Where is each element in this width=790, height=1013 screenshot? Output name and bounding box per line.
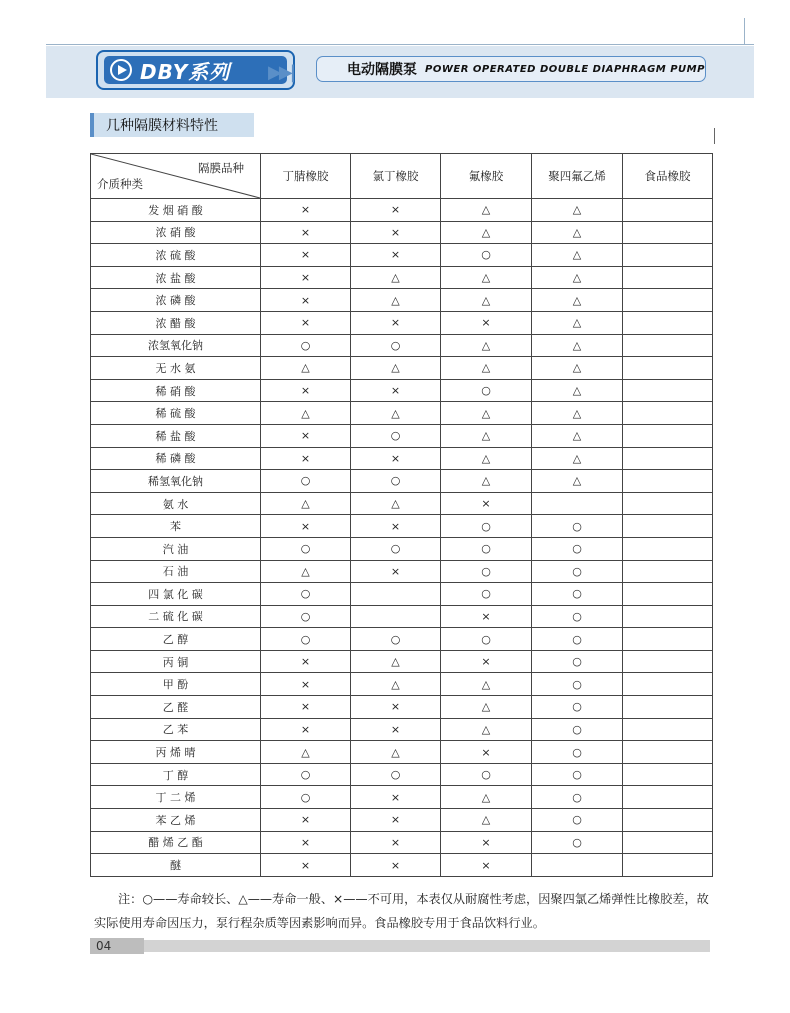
rating-cell: ○ bbox=[261, 334, 351, 357]
table-row bbox=[91, 357, 713, 380]
table-row bbox=[91, 605, 713, 628]
rating-cell: × bbox=[261, 673, 351, 696]
medium-cell: 稀 硫 酸 bbox=[91, 402, 261, 425]
rating-cell: × bbox=[351, 221, 441, 244]
table-row bbox=[91, 470, 713, 493]
rating-cell: △ bbox=[261, 741, 351, 764]
rating-cell: ○ bbox=[351, 763, 441, 786]
footnote: 注：○——寿命较长、△——寿命一般、×——不可用，本表仅从耐腐性考虑，因聚四氯乙烯弹性比橡胶差，故实际使用寿命因压力，泵行程杂质等因素影响而异。食品橡胶专用于食品饮料行业。 bbox=[94, 892, 709, 930]
medium-cell: 浓氢氧化钠 bbox=[91, 334, 261, 357]
footer-bar bbox=[90, 940, 710, 952]
rating-cell: ○ bbox=[351, 628, 441, 651]
table-row bbox=[91, 583, 713, 606]
medium-cell: 醚 bbox=[91, 854, 261, 877]
rating-cell: △ bbox=[532, 379, 623, 402]
rating-cell bbox=[623, 650, 713, 673]
rating-cell: △ bbox=[532, 424, 623, 447]
rating-cell bbox=[623, 379, 713, 402]
table-row bbox=[91, 560, 713, 583]
rating-cell bbox=[623, 311, 713, 334]
medium-cell: 石 油 bbox=[91, 560, 261, 583]
rating-cell: × bbox=[441, 311, 532, 334]
rating-cell: × bbox=[351, 786, 441, 809]
page-number: 04 bbox=[90, 938, 144, 954]
rating-cell: △ bbox=[532, 470, 623, 493]
rating-cell bbox=[351, 605, 441, 628]
rating-cell: ○ bbox=[351, 424, 441, 447]
rating-cell: × bbox=[351, 831, 441, 854]
table-row bbox=[91, 809, 713, 832]
rating-cell bbox=[623, 696, 713, 719]
rating-cell: × bbox=[261, 650, 351, 673]
rating-cell: △ bbox=[441, 199, 532, 222]
rating-cell bbox=[351, 583, 441, 606]
rating-cell: △ bbox=[441, 673, 532, 696]
rating-cell: ○ bbox=[351, 334, 441, 357]
rating-cell: ○ bbox=[261, 763, 351, 786]
rating-cell: ○ bbox=[532, 537, 623, 560]
table-row bbox=[91, 266, 713, 289]
rating-cell bbox=[623, 470, 713, 493]
rating-cell: ○ bbox=[532, 605, 623, 628]
rating-cell: ○ bbox=[261, 583, 351, 606]
rating-cell: × bbox=[441, 492, 532, 515]
table-row bbox=[91, 402, 713, 425]
table-row bbox=[91, 515, 713, 538]
rating-cell: △ bbox=[351, 492, 441, 515]
rating-cell: × bbox=[441, 741, 532, 764]
medium-cell: 浓 硝 酸 bbox=[91, 221, 261, 244]
rating-cell: ○ bbox=[532, 696, 623, 719]
column-header: 食品橡胶 bbox=[623, 154, 713, 199]
rating-cell: × bbox=[441, 854, 532, 877]
rating-cell bbox=[623, 718, 713, 741]
rating-cell bbox=[623, 289, 713, 312]
rating-cell: × bbox=[261, 515, 351, 538]
logo-text: DBY系列 bbox=[140, 59, 231, 84]
rating-cell: △ bbox=[532, 311, 623, 334]
rating-cell bbox=[623, 266, 713, 289]
rating-cell bbox=[623, 537, 713, 560]
medium-cell: 丁 醇 bbox=[91, 763, 261, 786]
table-row bbox=[91, 289, 713, 312]
table-row bbox=[91, 379, 713, 402]
table-row bbox=[91, 447, 713, 470]
rating-cell: × bbox=[261, 311, 351, 334]
medium-cell: 苯 乙 烯 bbox=[91, 809, 261, 832]
header-title-en: POWER OPERATED DOUBLE DIAPHRAGM PUMP bbox=[425, 63, 705, 75]
fast-forward-icon: ▶▶| bbox=[268, 62, 294, 83]
rating-cell: △ bbox=[441, 424, 532, 447]
rating-cell: ○ bbox=[532, 673, 623, 696]
rating-cell: ○ bbox=[532, 515, 623, 538]
rating-cell: △ bbox=[441, 786, 532, 809]
play-icon bbox=[110, 59, 132, 81]
rating-cell: ○ bbox=[532, 583, 623, 606]
medium-cell: 乙 醇 bbox=[91, 628, 261, 651]
header-membrane-label: 隔膜品种 bbox=[198, 161, 244, 175]
medium-cell: 丁 二 烯 bbox=[91, 786, 261, 809]
rating-cell bbox=[532, 854, 623, 877]
rating-cell: △ bbox=[532, 357, 623, 380]
medium-cell: 醋 烯 乙 酯 bbox=[91, 831, 261, 854]
rating-cell: △ bbox=[261, 560, 351, 583]
rating-cell: × bbox=[261, 718, 351, 741]
rating-cell bbox=[623, 221, 713, 244]
rating-cell: ○ bbox=[532, 763, 623, 786]
medium-cell: 丙 铜 bbox=[91, 650, 261, 673]
rating-cell bbox=[623, 515, 713, 538]
rating-cell: △ bbox=[532, 447, 623, 470]
rating-cell: × bbox=[261, 266, 351, 289]
medium-cell: 乙 苯 bbox=[91, 718, 261, 741]
table-row bbox=[91, 221, 713, 244]
rating-cell: ○ bbox=[441, 583, 532, 606]
rating-cell: △ bbox=[532, 334, 623, 357]
rating-cell: ○ bbox=[441, 537, 532, 560]
rating-cell: ○ bbox=[532, 809, 623, 832]
rating-cell: △ bbox=[351, 266, 441, 289]
page-corner-rule bbox=[744, 18, 745, 44]
rating-cell bbox=[623, 199, 713, 222]
table-row bbox=[91, 334, 713, 357]
rating-cell: ○ bbox=[532, 786, 623, 809]
rating-cell: ○ bbox=[441, 244, 532, 267]
rating-cell bbox=[623, 447, 713, 470]
rating-cell bbox=[623, 357, 713, 380]
rating-cell: △ bbox=[532, 289, 623, 312]
rating-cell bbox=[623, 492, 713, 515]
table-body bbox=[91, 199, 713, 877]
rating-cell: ○ bbox=[441, 560, 532, 583]
rating-cell: × bbox=[351, 854, 441, 877]
rating-cell: △ bbox=[351, 402, 441, 425]
rating-cell: ○ bbox=[261, 537, 351, 560]
rating-cell: △ bbox=[351, 650, 441, 673]
rating-cell bbox=[532, 492, 623, 515]
rating-cell bbox=[623, 809, 713, 832]
medium-cell: 乙 醛 bbox=[91, 696, 261, 719]
section-title: 几种隔膜材料特性 bbox=[90, 113, 254, 137]
rating-cell: ○ bbox=[351, 470, 441, 493]
edge-mark bbox=[714, 128, 715, 144]
column-header: 氯丁橡胶 bbox=[351, 154, 441, 199]
table-row bbox=[91, 673, 713, 696]
medium-cell: 浓 硫 酸 bbox=[91, 244, 261, 267]
table-row bbox=[91, 424, 713, 447]
medium-cell: 甲 酚 bbox=[91, 673, 261, 696]
rating-cell: △ bbox=[441, 334, 532, 357]
rating-cell bbox=[623, 402, 713, 425]
rating-cell: × bbox=[351, 809, 441, 832]
rating-cell bbox=[623, 763, 713, 786]
rating-cell bbox=[623, 334, 713, 357]
rating-cell: × bbox=[441, 650, 532, 673]
table-row bbox=[91, 763, 713, 786]
rating-cell bbox=[623, 424, 713, 447]
table-row bbox=[91, 650, 713, 673]
rating-cell: ○ bbox=[532, 650, 623, 673]
medium-cell: 丙 烯 晴 bbox=[91, 741, 261, 764]
table-row bbox=[91, 718, 713, 741]
rating-cell: △ bbox=[441, 266, 532, 289]
rating-cell: × bbox=[261, 379, 351, 402]
rating-cell: △ bbox=[441, 357, 532, 380]
rating-cell: △ bbox=[532, 199, 623, 222]
table-row bbox=[91, 492, 713, 515]
rating-cell: △ bbox=[441, 221, 532, 244]
rating-cell: ○ bbox=[532, 741, 623, 764]
medium-cell: 浓 盐 酸 bbox=[91, 266, 261, 289]
rating-cell: × bbox=[261, 244, 351, 267]
rating-cell: × bbox=[351, 515, 441, 538]
material-table bbox=[90, 153, 713, 877]
page-header bbox=[46, 46, 754, 98]
rating-cell: △ bbox=[261, 402, 351, 425]
rating-cell: × bbox=[261, 831, 351, 854]
table-row bbox=[91, 311, 713, 334]
rating-cell: × bbox=[261, 289, 351, 312]
medium-cell: 浓 磷 酸 bbox=[91, 289, 261, 312]
rating-cell: △ bbox=[441, 696, 532, 719]
table-row bbox=[91, 537, 713, 560]
rating-cell: ○ bbox=[532, 560, 623, 583]
rating-cell: × bbox=[351, 696, 441, 719]
series-logo bbox=[96, 50, 295, 90]
table-row bbox=[91, 696, 713, 719]
rating-cell: ○ bbox=[261, 605, 351, 628]
rating-cell: × bbox=[351, 560, 441, 583]
rating-cell: × bbox=[261, 809, 351, 832]
table-row bbox=[91, 244, 713, 267]
column-header: 丁腈橡胶 bbox=[261, 154, 351, 199]
table-row bbox=[91, 741, 713, 764]
table-row bbox=[91, 854, 713, 877]
rating-cell: △ bbox=[532, 244, 623, 267]
medium-cell: 稀 盐 酸 bbox=[91, 424, 261, 447]
rating-cell: △ bbox=[351, 357, 441, 380]
rating-cell: × bbox=[351, 244, 441, 267]
rating-cell: ○ bbox=[532, 831, 623, 854]
rating-cell: △ bbox=[532, 221, 623, 244]
rating-cell: × bbox=[441, 831, 532, 854]
medium-cell: 汽 油 bbox=[91, 537, 261, 560]
rating-cell: × bbox=[351, 447, 441, 470]
rating-cell: △ bbox=[532, 402, 623, 425]
header-title-box bbox=[316, 56, 706, 82]
medium-cell: 氨 水 bbox=[91, 492, 261, 515]
medium-cell: 稀 磷 酸 bbox=[91, 447, 261, 470]
rating-cell: ○ bbox=[261, 470, 351, 493]
rating-cell bbox=[623, 560, 713, 583]
column-header: 氟橡胶 bbox=[441, 154, 532, 199]
rating-cell: △ bbox=[261, 492, 351, 515]
rating-cell: ○ bbox=[532, 718, 623, 741]
rating-cell bbox=[623, 605, 713, 628]
rating-cell: △ bbox=[351, 673, 441, 696]
rating-cell: × bbox=[351, 199, 441, 222]
rating-cell: △ bbox=[441, 289, 532, 312]
medium-cell: 浓 醋 酸 bbox=[91, 311, 261, 334]
medium-cell: 苯 bbox=[91, 515, 261, 538]
rating-cell: ○ bbox=[441, 515, 532, 538]
rating-cell bbox=[623, 244, 713, 267]
medium-cell: 稀氢氧化钠 bbox=[91, 470, 261, 493]
rating-cell bbox=[623, 583, 713, 606]
rating-cell: ○ bbox=[351, 537, 441, 560]
rating-cell: × bbox=[261, 854, 351, 877]
medium-cell: 四 氯 化 碳 bbox=[91, 583, 261, 606]
rating-cell: × bbox=[351, 311, 441, 334]
rating-cell: ○ bbox=[261, 786, 351, 809]
rating-cell: △ bbox=[261, 357, 351, 380]
rating-cell: △ bbox=[532, 266, 623, 289]
rating-cell bbox=[623, 628, 713, 651]
rating-cell: △ bbox=[441, 447, 532, 470]
page-top-rule bbox=[46, 44, 754, 45]
rating-cell bbox=[623, 741, 713, 764]
rating-cell: × bbox=[351, 718, 441, 741]
rating-cell bbox=[623, 854, 713, 877]
table-row bbox=[91, 199, 713, 222]
table-row bbox=[91, 628, 713, 651]
diagonal-header-cell bbox=[91, 154, 261, 199]
rating-cell: △ bbox=[441, 809, 532, 832]
medium-cell: 稀 硝 酸 bbox=[91, 379, 261, 402]
medium-cell: 二 硫 化 碳 bbox=[91, 605, 261, 628]
table-row bbox=[91, 786, 713, 809]
rating-cell: ○ bbox=[261, 628, 351, 651]
rating-cell bbox=[623, 786, 713, 809]
rating-cell: × bbox=[261, 221, 351, 244]
medium-cell: 无 水 氨 bbox=[91, 357, 261, 380]
rating-cell bbox=[623, 831, 713, 854]
rating-cell: ○ bbox=[441, 763, 532, 786]
rating-cell: △ bbox=[351, 289, 441, 312]
rating-cell: × bbox=[261, 696, 351, 719]
rating-cell: × bbox=[441, 605, 532, 628]
rating-cell: △ bbox=[441, 402, 532, 425]
rating-cell bbox=[623, 673, 713, 696]
rating-cell: ○ bbox=[441, 379, 532, 402]
rating-cell: △ bbox=[441, 470, 532, 493]
rating-cell: × bbox=[261, 447, 351, 470]
rating-cell: ○ bbox=[532, 628, 623, 651]
table-row bbox=[91, 831, 713, 854]
rating-cell: × bbox=[261, 199, 351, 222]
medium-cell: 发 烟 硝 酸 bbox=[91, 199, 261, 222]
table-header-row bbox=[91, 154, 713, 199]
rating-cell: △ bbox=[351, 741, 441, 764]
rating-cell: × bbox=[261, 424, 351, 447]
column-header: 聚四氟乙烯 bbox=[532, 154, 623, 199]
rating-cell: △ bbox=[441, 718, 532, 741]
header-title-cn: 电动隔膜泵 bbox=[347, 62, 417, 78]
rating-cell: ○ bbox=[441, 628, 532, 651]
header-medium-label: 介质种类 bbox=[97, 177, 143, 191]
rating-cell: × bbox=[351, 379, 441, 402]
